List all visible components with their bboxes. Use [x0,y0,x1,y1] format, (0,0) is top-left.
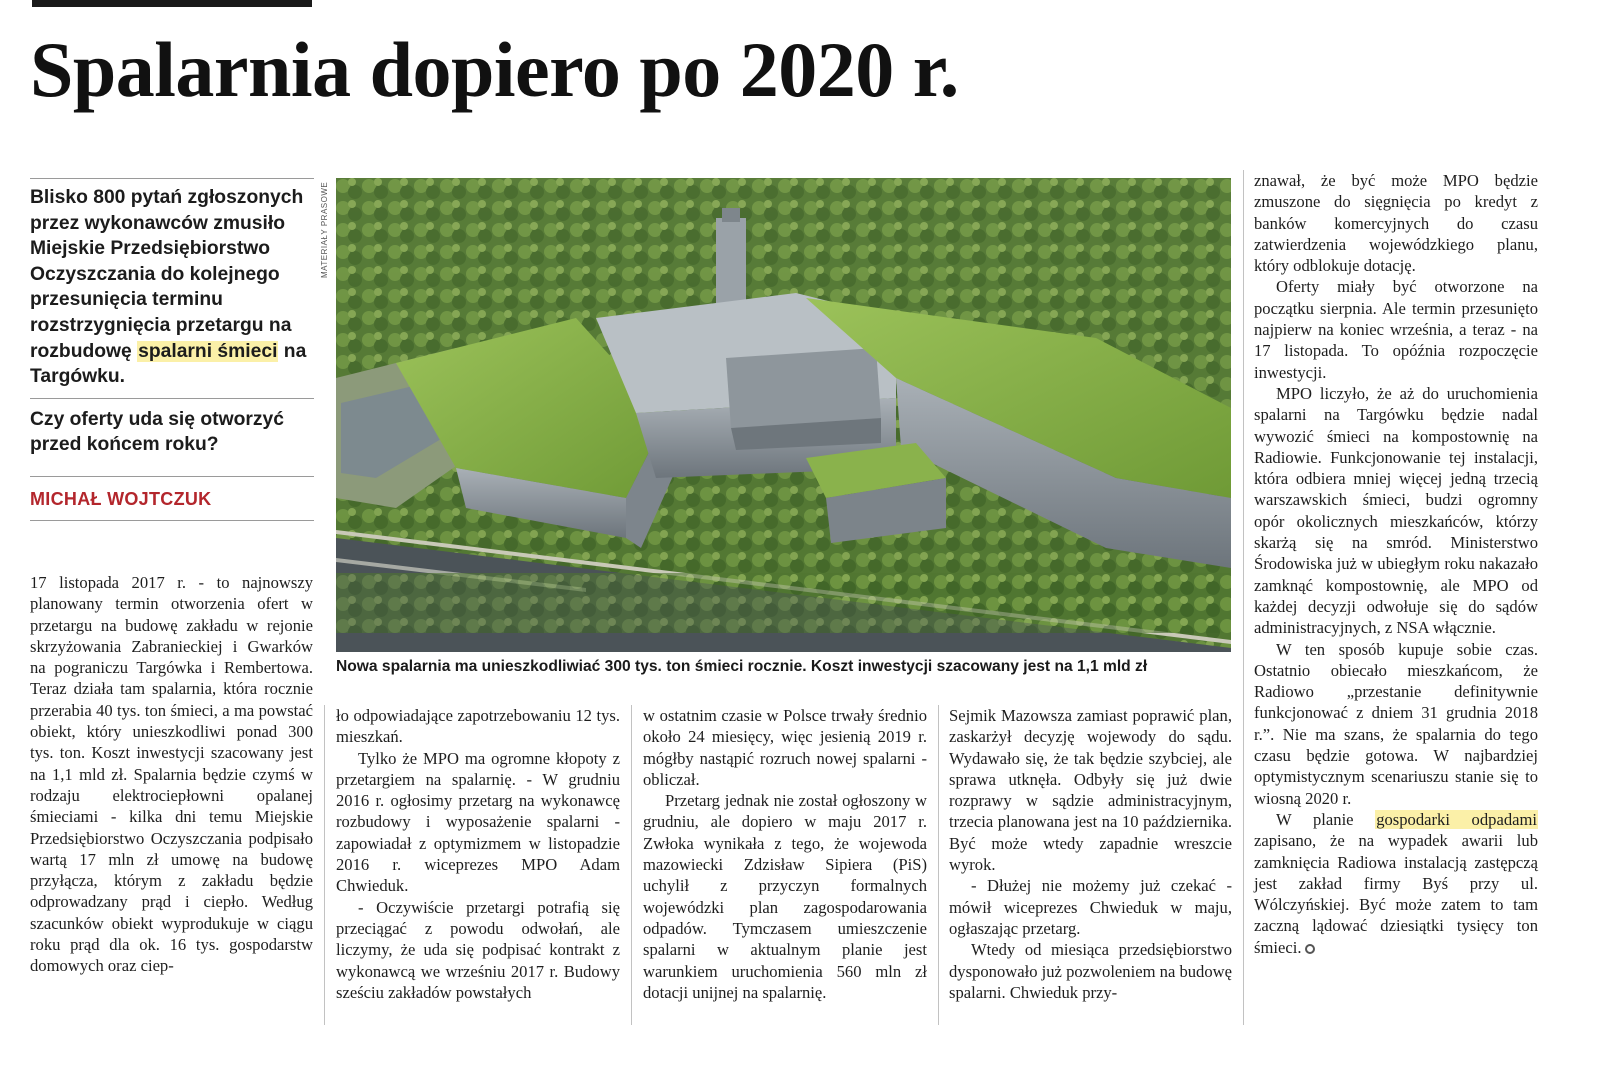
paragraph: w ostatnim czasie w Polsce trwały średnio około 24 miesięcy, więc jesienią 2019 r. mógłby nastąpić rozruch nowej spalarni - obliczał. [643,706,927,789]
paragraph: ło odpowiadające zapotrzebowaniu 12 tys. mieszkań. [336,706,620,747]
body-column-4 [949,705,1232,1003]
divider [30,178,314,179]
body-column-2 [336,705,620,1003]
paragraph: znawał, że być może MPO będzie zmuszone do sięgnięcia po kredyt z banków komercyjnych do czasu zatwierdzenia wojewódzkiego planu, który odblokuje dotację. [1254,171,1538,276]
column-divider [938,705,939,1025]
column-divider [631,705,632,1025]
end-mark-icon [1305,944,1315,954]
highlighted-phrase: gospodarki odpadami [1376,809,1537,829]
byline-block [30,476,314,521]
lead-intro-highlight: spalarni śmieci [138,340,278,362]
author-byline: MICHAŁ WOJTCZUK [30,488,212,509]
paragraph: Sejmik Mazowsza zamiast poprawić plan, zaskarżył decyzję wojewody do sądu. Wydawało się, że tak będzie szybciej, ale sprawa utknęła. Odbyły się już dwie rozprawy w sądzie administracyjnym, trzecia planowana jest na 10 października. Być może wtedy zapadnie wreszcie wyrok. [949,706,1232,875]
lead-question: Czy oferty uda się otworzyć przed końcem roku? [30,398,314,458]
paragraph: MPO liczyło, że aż do uruchomienia spalarni na Targówku będzie nadal wywozić śmieci na kompostownię na Radiowie. Funkcjonowanie tej instalacji, która odbiera mniej więcej jedną trzecią warszawskich śmieci, budzi ogromny opór okolicznych mieszkańców, którzy skarżą się na smród. Ministerstwo Środowiska już w ubiegłym roku nakazało zamknąć kompostownię, ale MPO od każdej decyzji odwołuje się do sądów administracyjnych, z NSA włącznie. [1254,383,1538,638]
paragraph: Przetarg jednak nie został ogłoszony w grudniu, ale dopiero w maju 2017 r. Zwłoka wynikała z tego, że wojewoda mazowiecki Zdzisław Sipiera (PiS) uchylił z przyczyn formalnych wojewódzki plan zagospodarowania odpadów. Tymczasem umieszczenie spalarni w aktualnym planie jest warunkiem uruchomienia 560 mln zł dotacji unijnej na spalarnię. [643,791,927,1002]
top-rule [32,0,312,7]
paragraph: - Dłużej nie możemy już czekać - mówił wiceprezes Chwieduk w maju, ogłaszając przetarg. [949,876,1232,938]
lead-intro [30,185,314,390]
paragraph-text: W planie [1276,809,1376,829]
headline: Spalarnia dopiero po 2020 r. [30,26,959,113]
paragraph: 17 listopada 2017 r. - to najnowszy planowany termin otworzenia ofert w przetargu na budowę zakładu w rejonie skrzyżowania Zabranieckiej i Gwarków na pograniczu Targówka i Rembertowa. Teraz działa tam spalarnia, która rocznie przerabia 40 tys. ton śmieci, a ma powstać obiekt, który unieszkodliwi ponad 300 tys. ton. Koszt inwestycji szacowany jest na 1,1 mld zł. Spalarnia będzie czymś w rodzaju elektrociepłowni opalanej śmieciami - kilka dni temu Miejskie Przedsiębiorstwo Oczyszczania podpisało wartą 17 mln zł umowę na budowę przyłącza, którym z zakładu będzie odprowadzany prąd i ciepło. Według szacunków obiekt wyprodukuje w ciągu roku prąd dla ok. 16 tys. gospodarstw domowych oraz ciep- [30,573,313,976]
paragraph: Oferty miały być otworzone na początku sierpnia. Ale termin przesunięto najpierw na koniec września, a teraz - na 17 listopada. To opóźnia rozpoczęcie inwestycji. [1254,277,1538,382]
lead-column [30,178,314,521]
paragraph: Wtedy od miesiąca przedsiębiorstwo dysponowało już pozwoleniem na budowę spalarni. Chwieduk przy- [949,940,1232,1002]
column-divider [324,705,325,1025]
paragraph: Tylko że MPO ma ogromne kłopoty z przetargiem na spalarnię. - W grudniu 2016 r. ogłosimy przetarg na wykonawcę rozbudowy i wyposażenie spalarni - zapowiadał z optymizmem w listopadzie 2016 r. wiceprezes MPO Adam Chwieduk. [336,748,620,896]
column-divider [1243,170,1244,1025]
paragraph: W ten sposób kupuje sobie czas. Ostatnio obiecało mieszkańcom, że Radiowo „przestanie definitywnie funkcjonować z dniem 31 grudnia 2018 r.”. Nie ma szans, że spalarnia do tego czasu będzie gotowa. W najbardziej optymistycznym scenariuszu stanie się to wiosną 2020 r. [1254,639,1538,808]
body-column-3 [643,705,927,1003]
incinerator-rendering-image [336,178,1231,652]
body-column-5 [1254,170,1538,958]
paragraph-text-end: zapisano, że na wypadek awarii lub zamknięcia Radiowa instalacją zastępczą jest zakład firmy Byś przy ul. Wólczyńskiej. Być może zatem to tam zaczną lądować dziesiątki tysięcy ton śmieci. [1254,831,1538,957]
photo-credit: MATERIAŁY PRASOWE [320,181,329,278]
body-column-1 [30,572,313,977]
lead-intro-end: na Targówku. [30,340,307,388]
paragraph: - Oczywiście przetargi potrafią się przeciągać z powodu odwołań, ale liczymy, że uda się podpisać kontrakt z wykonawcą we wrześniu 2017 r. Budowy sześciu zakładów powstałych [336,897,620,1002]
paragraph [1254,809,1538,958]
photo-caption: Nowa spalarnia ma unieszkodliwiać 300 tys. ton śmieci rocznie. Koszt inwestycji szacowany jest na 1,1 mld zł [336,658,1148,675]
lead-intro-text: Blisko 800 pytań zgłoszonych przez wykonawców zmusiło Miejskie Przedsiębiorstwo Oczyszczania do kolejnego przesunięcia terminu rozstrzygnięcia przetargu na rozbudowę [30,187,304,362]
article-photo [336,178,1231,652]
